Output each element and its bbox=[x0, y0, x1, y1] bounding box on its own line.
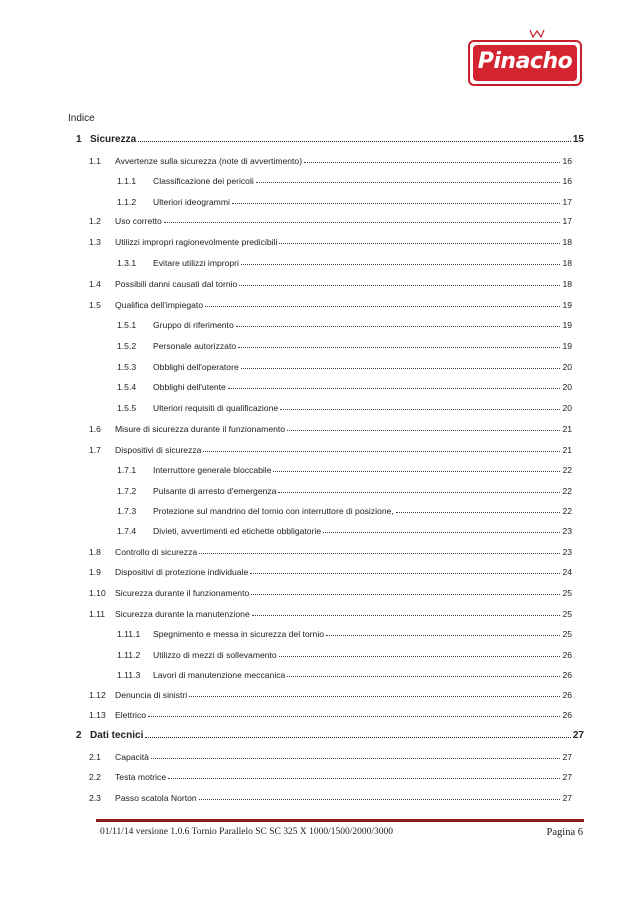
toc-entry[interactable] bbox=[117, 172, 572, 186]
toc-leader-dots bbox=[199, 798, 561, 800]
toc-entry-title: Sicurezza durante la manutenzione bbox=[115, 609, 250, 619]
toc-entry-number: 1.11.2 bbox=[117, 650, 141, 660]
toc-leader-dots bbox=[239, 284, 560, 286]
toc-entry-page: 25 bbox=[562, 588, 572, 598]
toc-entry-number: 1.1.1 bbox=[117, 176, 137, 186]
toc-entry-title: Dispositivi di protezione individuale bbox=[115, 567, 249, 577]
toc-entry[interactable] bbox=[117, 378, 572, 392]
toc-leader-dots bbox=[241, 367, 561, 369]
toc-entry-page: 27 bbox=[562, 752, 572, 762]
toc-entry-page: 27 bbox=[562, 772, 572, 782]
toc-entry-title: Interruttore generale bloccabile bbox=[153, 465, 272, 475]
toc-entry[interactable] bbox=[76, 131, 584, 145]
toc-entry-page: 26 bbox=[562, 710, 572, 720]
toc-entry-page: 19 bbox=[562, 341, 572, 351]
toc-entry-title: Lavori di manutenzione meccanica bbox=[153, 670, 286, 680]
toc-entry[interactable] bbox=[89, 212, 572, 226]
toc-entry[interactable] bbox=[117, 482, 572, 496]
toc-entry[interactable] bbox=[117, 193, 572, 207]
toc-entry-number: 1.12 bbox=[89, 690, 106, 700]
toc-entry[interactable] bbox=[117, 399, 572, 413]
toc-entry[interactable] bbox=[89, 686, 572, 700]
toc-leader-dots bbox=[256, 181, 561, 183]
toc-leader-dots bbox=[279, 655, 561, 657]
toc-entry-page: 18 bbox=[562, 258, 572, 268]
toc-entry[interactable] bbox=[89, 275, 572, 289]
footer-page-number: Pagina 6 bbox=[546, 827, 583, 838]
toc-entry[interactable] bbox=[89, 543, 572, 557]
toc-leader-dots bbox=[203, 450, 560, 452]
toc-leader-dots bbox=[280, 408, 560, 410]
toc-entry[interactable] bbox=[89, 748, 572, 762]
toc-leader-dots bbox=[273, 470, 560, 472]
toc-entry-page: 25 bbox=[562, 629, 572, 639]
toc-entry[interactable] bbox=[89, 296, 572, 310]
toc-leader-dots bbox=[168, 777, 560, 779]
toc-entry-number: 1.7 bbox=[89, 445, 101, 455]
toc-leader-dots bbox=[251, 593, 560, 595]
toc-entry-page: 20 bbox=[562, 382, 572, 392]
toc-entry-number: 1.5.5 bbox=[117, 403, 137, 413]
toc-entry-title: Capacità bbox=[115, 752, 149, 762]
toc-entry-title: Ulteriori ideogrammi bbox=[153, 197, 230, 207]
toc-entry-title: Possibili danni causati dal tornio bbox=[115, 279, 238, 289]
toc-entry-number: 1.3 bbox=[89, 237, 101, 247]
toc-entry-title: Evitare utilizzi impropri bbox=[153, 258, 239, 268]
toc-entry-page: 26 bbox=[562, 690, 572, 700]
toc-entry-page: 26 bbox=[562, 650, 572, 660]
footer-rule bbox=[96, 819, 584, 822]
toc-entry-page: 21 bbox=[562, 445, 572, 455]
toc-entry-page: 22 bbox=[562, 465, 572, 475]
toc-entry-title: Qualifica dell'impiegato bbox=[115, 300, 204, 310]
toc-entry-number: 1.9 bbox=[89, 567, 101, 577]
toc-entry[interactable] bbox=[89, 584, 572, 598]
toc-entry-number: 1.6 bbox=[89, 424, 101, 434]
toc-entry[interactable] bbox=[89, 563, 572, 577]
toc-leader-dots bbox=[250, 572, 560, 574]
toc-entry-title: Obblighi dell'operatore bbox=[153, 362, 239, 372]
toc-entry-title: Misure di sicurezza durante il funzionamento bbox=[115, 424, 286, 434]
toc-leader-dots bbox=[232, 202, 561, 204]
toc-leader-dots bbox=[238, 346, 560, 348]
toc-entry[interactable] bbox=[117, 666, 572, 680]
toc-entry-title: Gruppo di riferimento bbox=[153, 320, 234, 330]
toc-entry-number: 1.1.2 bbox=[117, 197, 137, 207]
toc-entry-number: 1.11.1 bbox=[117, 629, 141, 639]
toc-entry-title: Sicurezza durante il funzionamento bbox=[115, 588, 250, 598]
toc-leader-dots bbox=[148, 715, 560, 717]
toc-leader-dots bbox=[287, 675, 560, 677]
toc-entry-page: 23 bbox=[562, 526, 572, 536]
toc-entry-page: 24 bbox=[562, 567, 572, 577]
toc-entry-number: 1.7.2 bbox=[117, 486, 137, 496]
toc-entry-page: 23 bbox=[562, 547, 572, 557]
toc-entry-number: 1.5.2 bbox=[117, 341, 137, 351]
toc-entry-page: 15 bbox=[572, 134, 584, 145]
toc-entry[interactable] bbox=[117, 522, 572, 536]
toc-entry-title: Pulsante di arresto d'emergenza bbox=[153, 486, 277, 496]
toc-entry[interactable] bbox=[89, 768, 572, 782]
toc-entry-number: 1.5.4 bbox=[117, 382, 137, 392]
toc-entry[interactable] bbox=[117, 625, 572, 639]
toc-entry[interactable] bbox=[117, 646, 572, 660]
toc-entry-page: 18 bbox=[562, 279, 572, 289]
toc-entry-title: Testa motrice bbox=[115, 772, 167, 782]
toc-entry-title: Elettrico bbox=[115, 710, 147, 720]
toc-entry[interactable] bbox=[117, 358, 572, 372]
toc-entry-page: 22 bbox=[562, 506, 572, 516]
toc-entry-title: Avvertenze sulla sicurezza (note di avvertimento) bbox=[115, 156, 303, 166]
toc-entry-page: 16 bbox=[562, 176, 572, 186]
toc-entry[interactable] bbox=[117, 254, 572, 268]
toc-leader-dots bbox=[326, 634, 560, 636]
toc-entry-number: 1.8 bbox=[89, 547, 101, 557]
toc-entry-number: 1.13 bbox=[89, 710, 106, 720]
toc-entry[interactable] bbox=[76, 727, 584, 741]
index-title: Indice bbox=[68, 113, 95, 124]
toc-entry-number: 1.1 bbox=[89, 156, 101, 166]
toc-entry-page: 19 bbox=[562, 320, 572, 330]
toc-entry-number: 1.7.3 bbox=[117, 506, 137, 516]
logo-text: Pinacho bbox=[477, 49, 573, 74]
toc-entry-page: 25 bbox=[562, 609, 572, 619]
toc-entry[interactable] bbox=[117, 316, 572, 330]
toc-entry-title: Denuncia di sinistri bbox=[115, 690, 188, 700]
toc-entry-number: 1.5.3 bbox=[117, 362, 137, 372]
toc-entry-page: 21 bbox=[562, 424, 572, 434]
toc-entry[interactable] bbox=[89, 706, 572, 720]
toc-leader-dots bbox=[287, 429, 560, 431]
toc-leader-dots bbox=[241, 263, 560, 265]
toc-leader-dots bbox=[151, 757, 561, 759]
toc-leader-dots bbox=[205, 305, 560, 307]
toc-entry-number: 1 bbox=[76, 134, 82, 145]
toc-leader-dots bbox=[164, 221, 561, 223]
toc-leader-dots bbox=[279, 242, 560, 244]
toc-entry-title: Utilizzi impropri ragionevolmente predicibili bbox=[115, 237, 278, 247]
toc-entry-number: 1.5 bbox=[89, 300, 101, 310]
toc-entry[interactable] bbox=[117, 461, 572, 475]
toc-leader-dots bbox=[189, 695, 560, 697]
toc-entry-number: 1.10 bbox=[89, 588, 106, 598]
toc-entry-page: 20 bbox=[562, 362, 572, 372]
toc-entry-page: 19 bbox=[562, 300, 572, 310]
toc-entry-page: 26 bbox=[562, 670, 572, 680]
toc-leader-dots bbox=[145, 736, 571, 738]
toc-entry-number: 1.7.4 bbox=[117, 526, 137, 536]
toc-entry-number: 1.5.1 bbox=[117, 320, 137, 330]
toc-entry-number: 2.2 bbox=[89, 772, 101, 782]
toc-entry-page: 20 bbox=[562, 403, 572, 413]
toc-entry-title: Personale autorizzato bbox=[153, 341, 237, 351]
toc-leader-dots bbox=[199, 552, 560, 554]
toc-entry-title: Controllo di sicurezza bbox=[115, 547, 198, 557]
toc-entry[interactable] bbox=[89, 152, 572, 166]
toc-entry-title: Sicurezza bbox=[90, 134, 137, 145]
toc-leader-dots bbox=[236, 325, 561, 327]
toc-entry[interactable] bbox=[117, 502, 572, 516]
toc-entry-title: Protezione sul mandrino del tornio con interruttore di posizione, bbox=[153, 506, 394, 516]
toc-entry-title: Dispositivi di sicurezza bbox=[115, 445, 202, 455]
toc-entry-title: Divieti, avvertimenti ed etichette obbligatorie bbox=[153, 526, 322, 536]
toc-entry-title: Dati tecnici bbox=[90, 730, 144, 741]
toc-leader-dots bbox=[252, 614, 561, 616]
toc-leader-dots bbox=[304, 161, 560, 163]
toc-leader-dots bbox=[228, 387, 561, 389]
toc-entry-number: 2 bbox=[76, 730, 82, 741]
toc-entry[interactable] bbox=[89, 605, 572, 619]
footer-text: 01/11/14 versione 1.0.6 Tornio Parallelo SC SC 325 X 1000/1500/2000/3000 bbox=[100, 827, 394, 837]
toc-entry-title: Obblighi dell'utente bbox=[153, 382, 226, 392]
toc-leader-dots bbox=[138, 140, 571, 142]
toc-entry[interactable] bbox=[89, 789, 572, 803]
toc-entry-number: 2.1 bbox=[89, 752, 101, 762]
toc-leader-dots bbox=[323, 531, 560, 533]
toc-leader-dots bbox=[396, 511, 561, 513]
toc-entry-title: Classificazione dei pericoli bbox=[153, 176, 254, 186]
toc-entry-title: Ulteriori requisiti di qualificazione bbox=[153, 403, 279, 413]
toc-entry[interactable] bbox=[89, 420, 572, 434]
toc-entry-number: 1.2 bbox=[89, 216, 101, 226]
toc-entry-title: Utilizzo di mezzi di sollevamento bbox=[153, 650, 277, 660]
toc-entry-page: 22 bbox=[562, 486, 572, 496]
toc-entry-page: 17 bbox=[562, 216, 572, 226]
toc-leader-dots bbox=[278, 491, 560, 493]
toc-entry-title: Spegnimento e messa in sicurezza del tornio bbox=[153, 629, 325, 639]
toc-entry-page: 16 bbox=[562, 156, 572, 166]
toc-entry-number: 2.3 bbox=[89, 793, 101, 803]
toc-entry-number: 1.11.3 bbox=[117, 670, 141, 680]
toc-entry-page: 27 bbox=[562, 793, 572, 803]
toc-entry[interactable] bbox=[117, 337, 572, 351]
toc-entry-page: 27 bbox=[572, 730, 584, 741]
toc-entry-title: Passo scatola Norton bbox=[115, 793, 197, 803]
toc-entry-number: 1.11 bbox=[89, 609, 106, 619]
toc-entry-page: 17 bbox=[562, 197, 572, 207]
toc-entry-number: 1.7.1 bbox=[117, 465, 137, 475]
toc-entry[interactable] bbox=[89, 441, 572, 455]
toc-entry-number: 1.3.1 bbox=[117, 258, 137, 268]
toc-entry-title: Uso corretto bbox=[115, 216, 162, 226]
toc-entry[interactable] bbox=[89, 233, 572, 247]
toc-entry-page: 18 bbox=[562, 237, 572, 247]
toc-entry-number: 1.4 bbox=[89, 279, 101, 289]
